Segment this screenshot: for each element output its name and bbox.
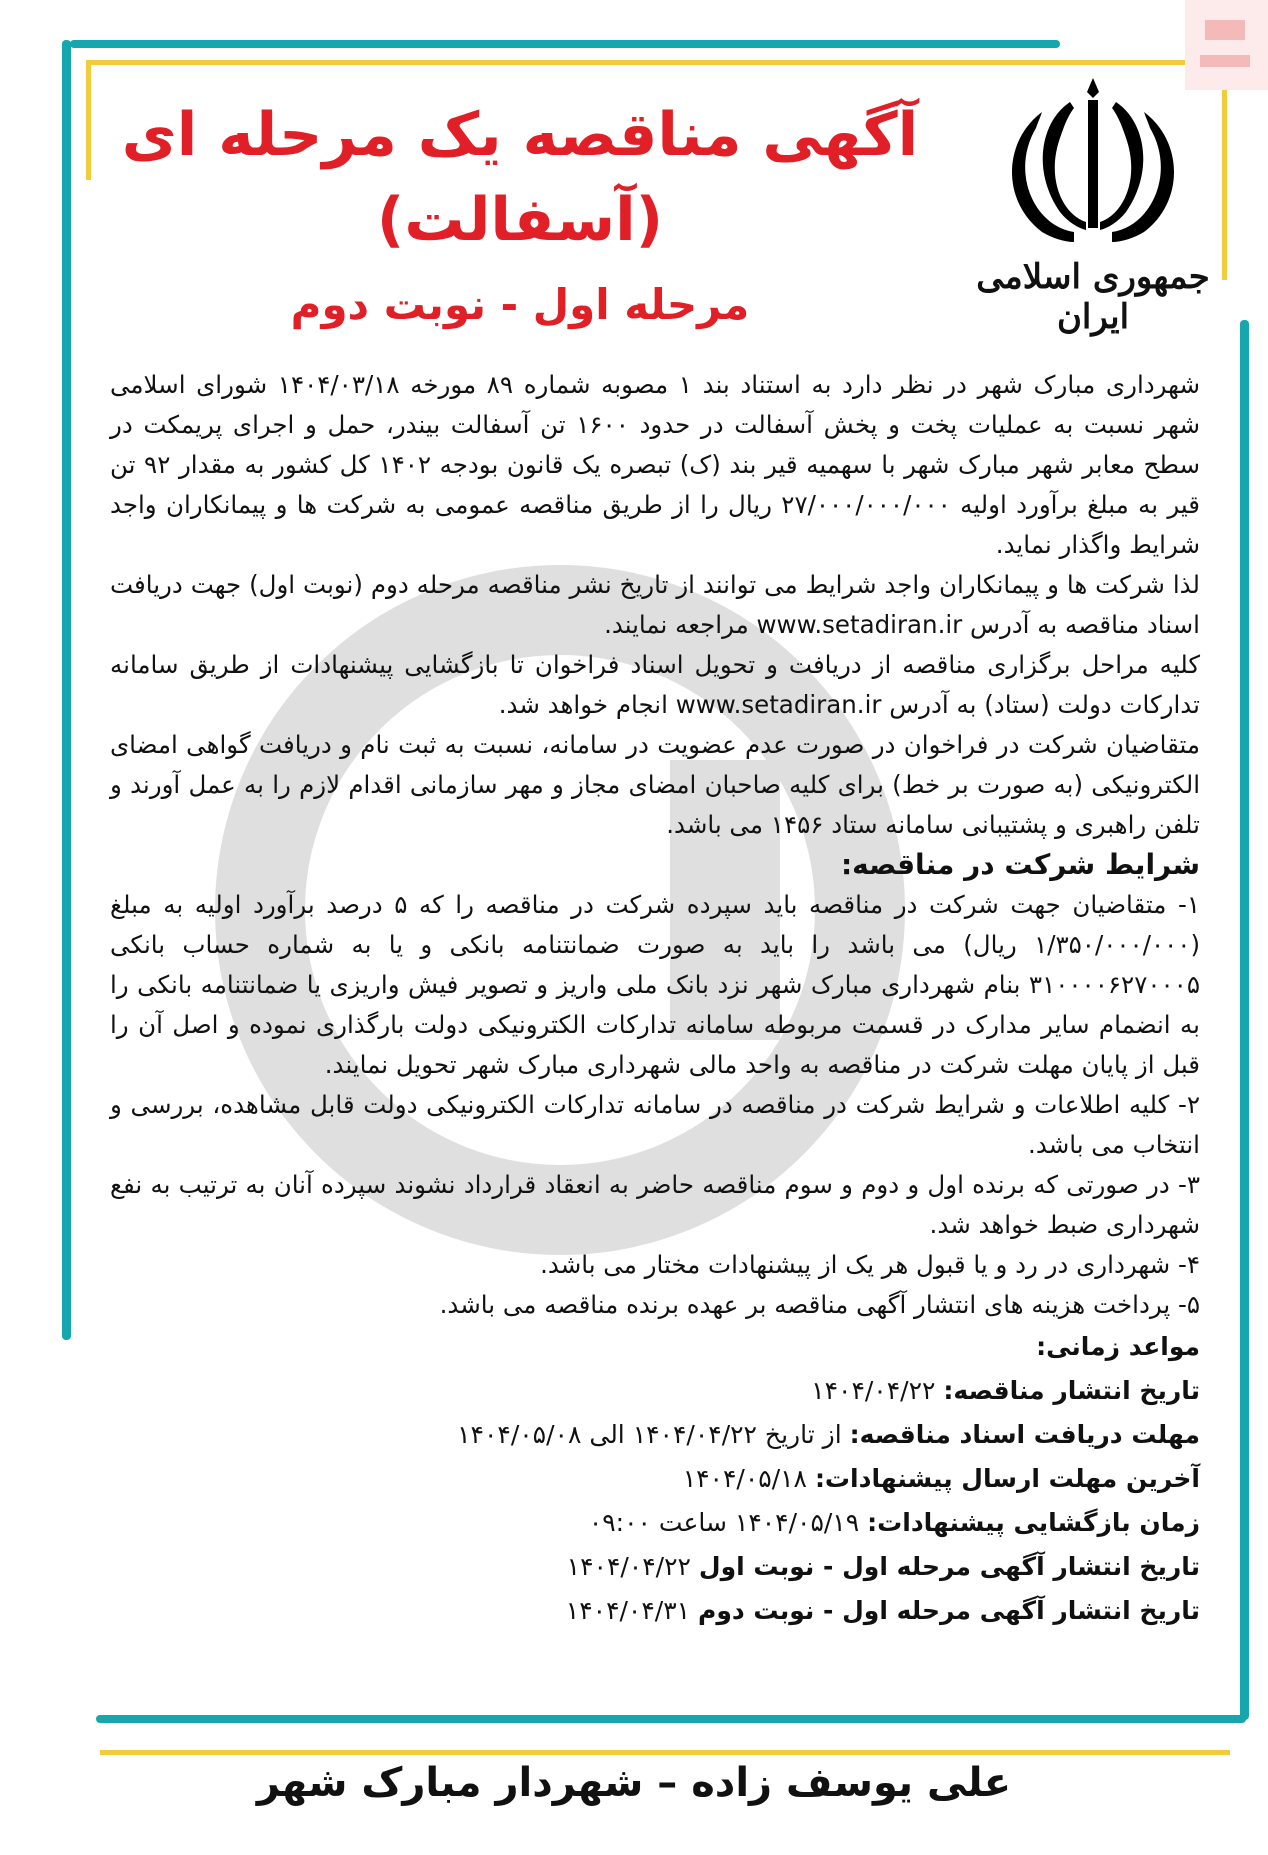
schedule-value: از تاریخ ۱۴۰۴/۰۴/۲۲ الی ۱۴۰۴/۰۵/۰۸ xyxy=(457,1420,842,1449)
frame-line-teal-bottom xyxy=(96,1715,1246,1723)
iran-emblem-icon xyxy=(970,72,1216,257)
schedule-value: ۱۴۰۴/۰۴/۲۲ xyxy=(566,1552,691,1581)
frame-line-yellow-left xyxy=(86,60,91,180)
schedule-row xyxy=(110,1457,1200,1501)
condition-item: ۴- شهرداری در رد و یا قبول هر یک از پیشنهادات مختار می باشد. xyxy=(540,1250,1200,1279)
registration-paragraph: متقاضیان شرکت در فراخوان در صورت عدم عضویت در سامانه، نسبت به ثبت نام و دریافت گواهی امضای الکترونیکی (به صورت بر خط) برای کلیه صاحبان امضای مجاز و مهر سازمانی اقدام لازم را به عمل آورند و تلفن راهبری و پشتیبانی سامانه ستاد ۱۴۵۶ می باشد. xyxy=(110,730,1200,839)
schedule-row xyxy=(110,1413,1200,1457)
notice-body xyxy=(110,365,1200,1633)
emblem-caption: جمهوری اسلامی ایران xyxy=(976,257,1210,337)
procedure-paragraph: کلیه مراحل برگزاری مناقصه از دریافت و تحویل اسناد فراخوان تا بازگشایی پیشنهادات از طریق سامانه تدارکات دولت (ستاد) به آدرس www.setadiran.ir انجام خواهد شد. xyxy=(110,650,1200,719)
schedule-value: ۱۴۰۴/۰۵/۱۹ ساعت ۰۹:۰۰ xyxy=(588,1508,860,1537)
frame-line-yellow-bottom xyxy=(100,1750,1230,1755)
schedule-label: تاریخ انتشار مناقصه: xyxy=(943,1376,1200,1405)
mayor-signature: علی یوسف زاده – شهردار مبارک شهر xyxy=(256,1760,1012,1806)
frame-line-yellow-top xyxy=(86,60,1236,65)
schedule-row xyxy=(110,1369,1200,1413)
frame-line-teal-top xyxy=(70,40,1060,48)
schedule-label: تاریخ انتشار آگهی مرحله اول - نوبت اول xyxy=(698,1552,1200,1581)
schedule-label: زمان بازگشایی پیشنهادات: xyxy=(867,1508,1200,1537)
schedule-value: ۱۴۰۴/۰۴/۳۱ xyxy=(565,1596,691,1625)
condition-item: ۳- در صورتی که برنده اول و دوم و سوم مناقصه حاضر به انعقاد قرارداد نشوند سپرده آنان به ترتیب به نفع شهرداری ضبط خواهد شد. xyxy=(110,1170,1200,1239)
schedule-heading: مواعد زمانی: xyxy=(1036,1332,1200,1361)
schedule-row xyxy=(110,1589,1200,1633)
intro-paragraph: شهرداری مبارک شهر در نظر دارد به استناد بند ۱ مصوبه شماره ۸۹ مورخه ۱۴۰۴/۰۳/۱۸ شورای اسلامی شهر نسبت به عملیات پخت و پخش آسفالت در حدود ۱۶۰۰ تن آسفالت بیندر، حمل و اجرای پریمکت در سطح معابر شهر مبارک شهر با سهمیه قیر بند (ک) تبصره یک قانون بودجه ۱۴۰۲ کل کشور به مقدار ۹۲ تن قیر به مبلغ برآورد اولیه ۲۷/۰۰۰/۰۰۰/۰۰۰ ریال را از طریق مناقصه عمومی به شرکت ها و پیمانکاران واجد شرایط واگذار نماید. xyxy=(110,370,1201,559)
schedule-row xyxy=(110,1501,1200,1545)
frame-line-yellow-right xyxy=(1222,60,1227,280)
schedule-row xyxy=(110,1545,1200,1589)
condition-item: ۱- متقاضیان جهت شرکت در مناقصه باید سپرده شرکت در مناقصه را که ۵ درصد برآورد اولیه به مبلغ (۱/۳۵۰/۰۰۰/۰۰۰ ریال) می باشد را باید به صورت ضمانتنامه بانکی و یا به شماره حساب بانکی ۳۱۰۰۰۰۶۲۷۰۰۰۵ بنام شهرداری مبارک شهر نزد بانک ملی واریز و تصویر فیش واریزی یا ضمانتنامه بانکی را به انضمام سایر مدارک در قسمت مربوطه سامانه تدارکات الکترونیکی دولت بارگذاری نموده و اصل آن را قبل از پایان مهلت شرکت در مناقصه به واحد مالی شهرداری مبارک شهر تحویل نمایند. xyxy=(110,890,1200,1079)
frame-line-teal-left xyxy=(62,40,71,1340)
schedule-value: ۱۴۰۴/۰۵/۱۸ xyxy=(682,1464,807,1493)
notice-stage: مرحله اول - نوبت دوم xyxy=(290,280,750,329)
schedule-value: ۱۴۰۴/۰۴/۲۲ xyxy=(811,1376,936,1405)
schedule-section xyxy=(110,1325,1200,1633)
schedule-label: مهلت دریافت اسناد مناقصه: xyxy=(849,1420,1200,1449)
frame-line-teal-right xyxy=(1240,320,1249,1720)
schedule-label: آخرین مهلت ارسال پیشنهادات: xyxy=(814,1464,1200,1493)
conditions-heading: شرایط شرکت در مناقصه: xyxy=(840,848,1200,881)
emblem xyxy=(970,72,1216,337)
condition-item: ۲- کلیه اطلاعات و شرایط شرکت در مناقصه در سامانه تدارکات الکترونیکی دولت قابل مشاهده، بررسی و انتخاب می باشد. xyxy=(110,1090,1200,1159)
notice-title: آگهی مناقصه یک مرحله ای xyxy=(121,100,919,170)
condition-item: ۵- پرداخت هزینه های انتشار آگهی مناقصه بر عهده برنده مناقصه می باشد. xyxy=(439,1290,1200,1319)
schedule-label: تاریخ انتشار آگهی مرحله اول - نوبت دوم xyxy=(698,1596,1200,1625)
notice-subtitle: (آسفالت) xyxy=(376,185,664,255)
document-paragraph: لذا شرکت ها و پیمانکاران واجد شرایط می توانند از تاریخ نشر مناقصه مرحله دوم (نوبت اول) جهت دریافت اسناد مناقصه به آدرس www.setadiran.ir مراجعه نمایند. xyxy=(110,570,1200,639)
